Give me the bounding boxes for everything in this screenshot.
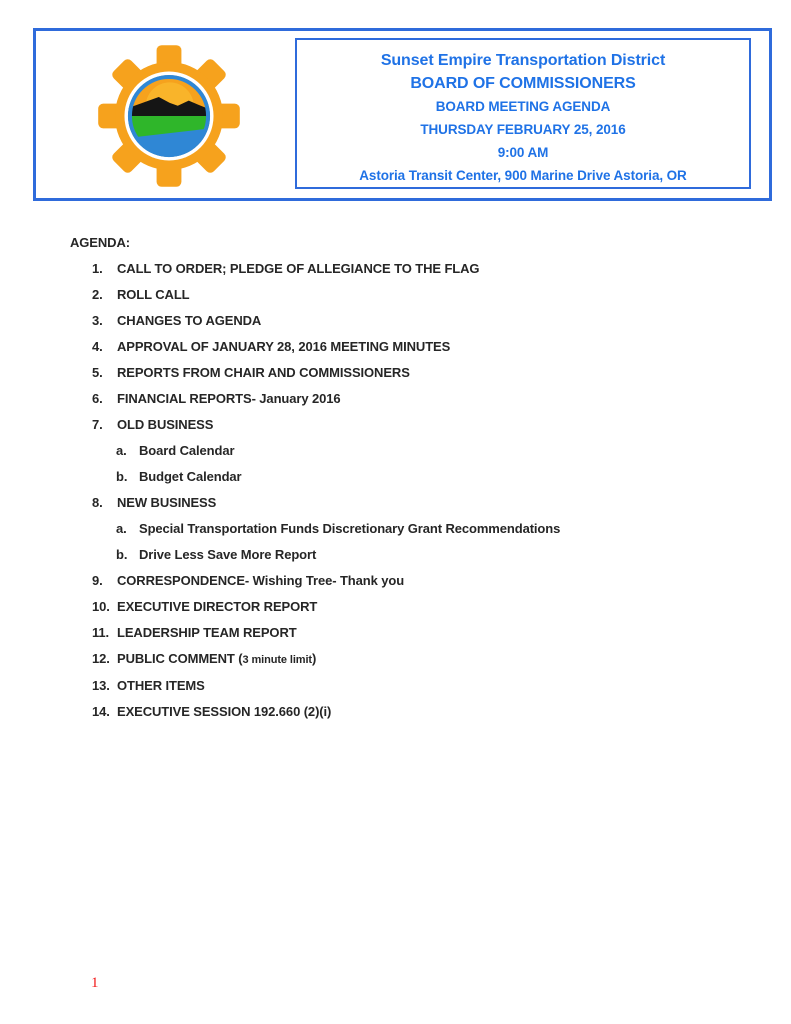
item-text: NEW BUSINESS bbox=[117, 495, 217, 510]
transit-district-gear-logo-icon bbox=[94, 43, 244, 189]
item-number: 5. bbox=[92, 365, 103, 380]
item-text: APPROVAL OF JANUARY 28, 2016 MEETING MINUTES bbox=[117, 339, 451, 354]
document-title: BOARD MEETING AGENDA bbox=[435, 99, 611, 114]
subitem-letter: b. bbox=[116, 547, 128, 562]
item-text: CHANGES TO AGENDA bbox=[117, 313, 262, 328]
agenda-item bbox=[70, 360, 730, 386]
agenda-item bbox=[70, 646, 730, 673]
agenda-item bbox=[70, 490, 730, 516]
agenda-item bbox=[70, 412, 730, 438]
meeting-info-box bbox=[295, 38, 751, 189]
agenda-subitem bbox=[70, 464, 730, 490]
item-text: OLD BUSINESS bbox=[117, 417, 214, 432]
meeting-location: Astoria Transit Center, 900 Marine Drive Astoria, OR bbox=[359, 168, 687, 183]
agenda-item bbox=[70, 620, 730, 646]
item-text: REPORTS FROM CHAIR AND COMMISSIONERS bbox=[117, 365, 410, 380]
agenda-subitem bbox=[70, 542, 730, 568]
subitem-text: Special Transportation Funds Discretionary Grant Recommendations bbox=[139, 521, 561, 536]
item-number: 8. bbox=[92, 495, 103, 510]
item-text: FINANCIAL REPORTS- January 2016 bbox=[117, 391, 341, 406]
item-number: 1. bbox=[92, 261, 103, 276]
item-number: 4. bbox=[92, 339, 103, 354]
item-number: 12. bbox=[92, 651, 110, 666]
meeting-date: THURSDAY FEBRUARY 25, 2016 bbox=[420, 122, 626, 137]
item-text: CALL TO ORDER; PLEDGE OF ALLEGIANCE TO THE FLAG bbox=[117, 261, 480, 276]
subitem-letter: a. bbox=[116, 521, 127, 536]
agenda-item bbox=[70, 594, 730, 620]
item-number: 14. bbox=[92, 704, 110, 719]
item-number: 13. bbox=[92, 678, 110, 693]
meeting-time: 9:00 AM bbox=[497, 145, 549, 160]
agenda-subitem bbox=[70, 438, 730, 464]
agenda-subitem bbox=[70, 516, 730, 542]
item-number: 9. bbox=[92, 573, 103, 588]
district-name: Sunset Empire Transportation District bbox=[380, 52, 666, 69]
agenda-item bbox=[70, 256, 730, 282]
agenda-item bbox=[70, 673, 730, 699]
subitem-letter: b. bbox=[116, 469, 128, 484]
subitem-text: Budget Calendar bbox=[139, 469, 242, 484]
agenda-heading: AGENDA: bbox=[70, 235, 130, 250]
item-text: CORRESPONDENCE- Wishing Tree- Thank you bbox=[117, 573, 405, 588]
item-number: 3. bbox=[92, 313, 103, 328]
item-number: 6. bbox=[92, 391, 103, 406]
item-text-parenthetical: 3 minute limit bbox=[242, 654, 312, 666]
item-number: 7. bbox=[92, 417, 103, 432]
item-text: EXECUTIVE DIRECTOR REPORT bbox=[117, 599, 318, 614]
subitem-text: Drive Less Save More Report bbox=[139, 547, 317, 562]
agenda-item bbox=[70, 308, 730, 334]
subitem-letter: a. bbox=[116, 443, 127, 458]
agenda-item bbox=[70, 699, 730, 725]
item-number: 10. bbox=[92, 599, 110, 614]
item-number: 2. bbox=[92, 287, 103, 302]
item-text: OTHER ITEMS bbox=[117, 678, 205, 693]
agenda-item bbox=[70, 386, 730, 412]
item-number: 11. bbox=[92, 625, 110, 640]
agenda-list bbox=[70, 230, 730, 725]
page-number: 1 bbox=[91, 975, 99, 991]
item-text-close-paren: ) bbox=[312, 651, 317, 666]
item-text bbox=[117, 646, 316, 673]
board-name: BOARD OF COMMISSIONERS bbox=[410, 75, 636, 92]
item-text: ROLL CALL bbox=[117, 287, 190, 302]
agenda-item bbox=[70, 282, 730, 308]
agenda-item bbox=[70, 334, 730, 360]
item-text-main: PUBLIC COMMENT ( bbox=[117, 651, 243, 666]
document-header bbox=[33, 28, 772, 201]
item-text: LEADERSHIP TEAM REPORT bbox=[117, 625, 297, 640]
item-text: EXECUTIVE SESSION 192.660 (2)(i) bbox=[117, 704, 332, 719]
subitem-text: Board Calendar bbox=[139, 443, 235, 458]
agenda-item bbox=[70, 568, 730, 594]
